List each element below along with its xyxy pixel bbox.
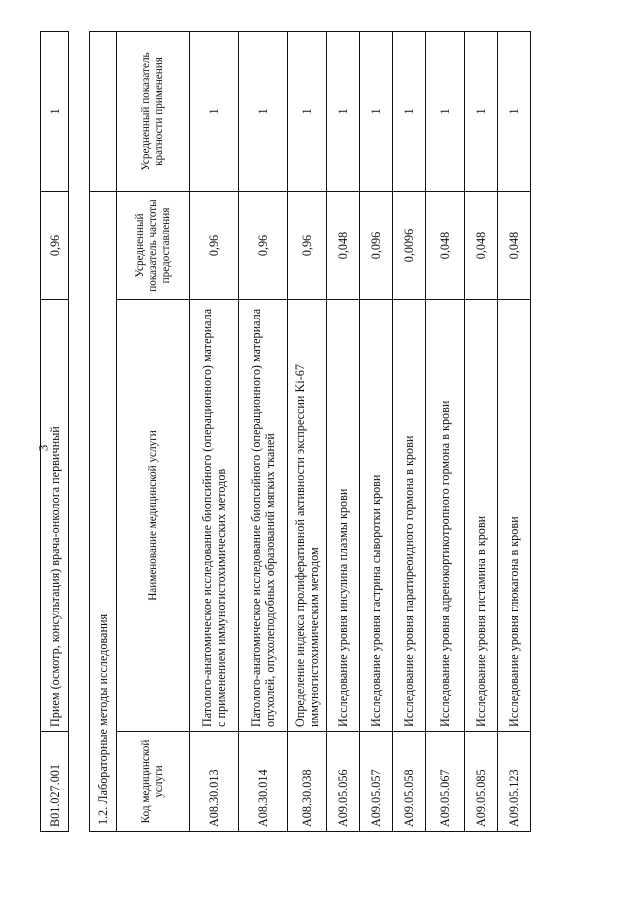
- service-name: Прием (осмотр, консультация) врача-онколога первичный: [41, 300, 69, 732]
- service-code: B01.027.001: [41, 732, 69, 832]
- service-code: A09.05.057: [360, 732, 393, 832]
- frequency-value: 0,96: [41, 192, 69, 300]
- service-name: Исследование уровня инсулина плазмы крови: [327, 300, 360, 732]
- frequency-value: 0,048: [426, 192, 465, 300]
- section-row: [90, 32, 117, 832]
- multiplicity-value: 1: [393, 32, 426, 192]
- section-blank-cell: [90, 32, 117, 192]
- service-code: A08.30.014: [239, 732, 288, 832]
- multiplicity-value: 1: [190, 32, 239, 192]
- header-frequency: Усредненный показатель частоты предоставления: [117, 192, 190, 300]
- section-title: 1.2. Лабораторные методы исследования: [90, 192, 117, 832]
- table-row: [465, 32, 498, 832]
- top-service-table: [40, 31, 69, 832]
- service-name: Исследование уровня адренокортикотропного гормона в крови: [426, 300, 465, 732]
- frequency-value: 0,096: [360, 192, 393, 300]
- service-code: A08.30.013: [190, 732, 239, 832]
- frequency-value: 0,96: [239, 192, 288, 300]
- service-name: Исследование уровня гистамина в крови: [465, 300, 498, 732]
- frequency-value: 0,048: [465, 192, 498, 300]
- table-row: [288, 32, 327, 832]
- service-code: A09.05.056: [327, 732, 360, 832]
- frequency-value: 0,96: [288, 192, 327, 300]
- header-multiplicity: Усредненный показатель кратности применения: [117, 32, 190, 192]
- service-code: A09.05.058: [393, 732, 426, 832]
- header-row: [117, 32, 190, 832]
- lab-methods-table: [89, 31, 531, 832]
- multiplicity-value: 1: [41, 32, 69, 192]
- header-code: Код медицинской услуги: [117, 732, 190, 832]
- table-row: [190, 32, 239, 832]
- table-row: [41, 32, 69, 832]
- multiplicity-value: 1: [327, 32, 360, 192]
- table-row: [239, 32, 288, 832]
- frequency-value: 0,96: [190, 192, 239, 300]
- multiplicity-value: 1: [360, 32, 393, 192]
- service-name: Исследование уровня глюкагона в крови: [498, 300, 531, 732]
- table-row: [360, 32, 393, 832]
- multiplicity-value: 1: [288, 32, 327, 192]
- service-code: A09.05.123: [498, 732, 531, 832]
- service-name: Патолого-анатомическое исследование биопсийного (операционного) материала с применением иммуногистохимических методов: [190, 300, 239, 732]
- header-name: Наименование медицинской услуги: [117, 300, 190, 732]
- service-name: Исследование уровня гастрина сыворотки крови: [360, 300, 393, 732]
- table-row: [393, 32, 426, 832]
- multiplicity-value: 1: [239, 32, 288, 192]
- frequency-value: 0,048: [327, 192, 360, 300]
- table-row: [498, 32, 531, 832]
- service-name: Исследование уровня паратиреоидного гормона в крови: [393, 300, 426, 732]
- multiplicity-value: 1: [465, 32, 498, 192]
- table-row: [426, 32, 465, 832]
- service-code: A09.05.085: [465, 732, 498, 832]
- service-code: A08.30.038: [288, 732, 327, 832]
- service-name: Патолого-анатомическое исследование биопсийного (операционного) материала опухолей, опухолеподобных образований мягких тканей: [239, 300, 288, 732]
- service-code: A09.05.067: [426, 732, 465, 832]
- table-row: [327, 32, 360, 832]
- frequency-value: 0,0096: [393, 192, 426, 300]
- multiplicity-value: 1: [498, 32, 531, 192]
- frequency-value: 0,048: [498, 192, 531, 300]
- multiplicity-value: 1: [426, 32, 465, 192]
- service-name: Определение индекса пролиферативной активности экспрессии Ki-67 иммуногистохимическим методом: [288, 300, 327, 732]
- rotated-content: [40, 32, 540, 832]
- page-number: 3: [35, 444, 51, 452]
